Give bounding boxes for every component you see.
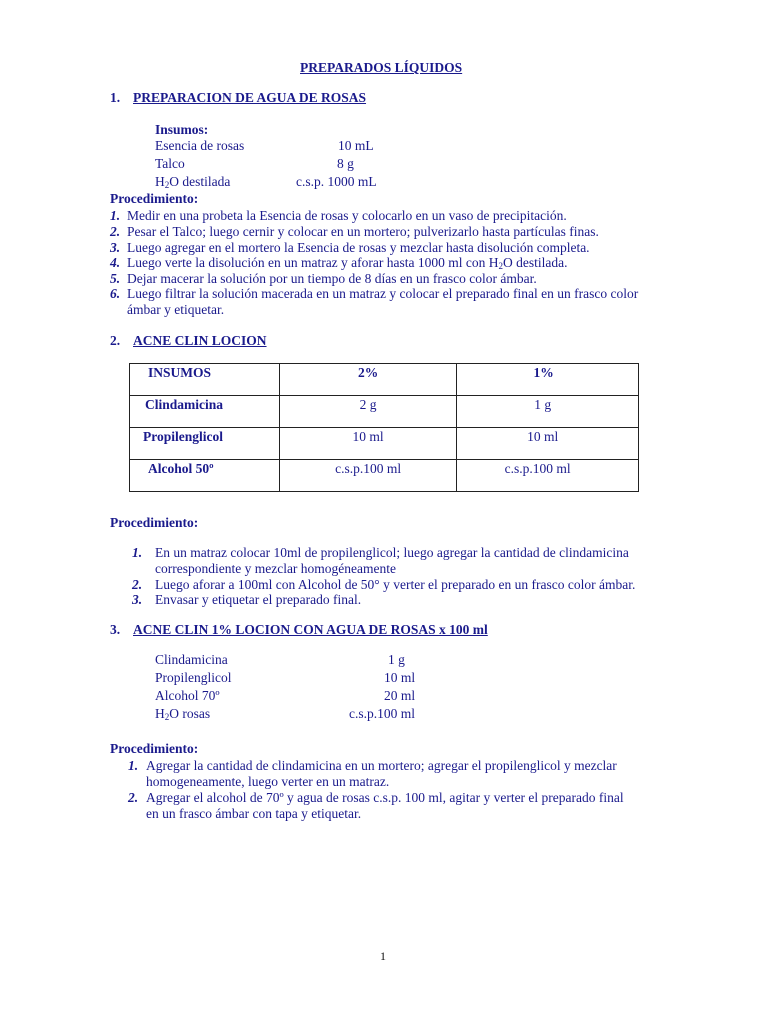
ingredient-qty: 10 mL (338, 138, 374, 153)
table-cell: Alcohol 50º (130, 460, 280, 492)
table-header-cell: 1% (457, 364, 639, 396)
step-text: en un frasco ámbar con tapa y etiquetar. (146, 805, 362, 821)
section1-procedimiento-label: Procedimiento: (110, 191, 199, 206)
table-cell: 2 g (279, 396, 457, 428)
table-row (130, 396, 639, 428)
table-cell: c.s.p.100 ml (457, 460, 639, 492)
section1-insumos-label: Insumos: (155, 122, 209, 137)
step-number: 1. (132, 545, 143, 560)
step-number: 2. (128, 790, 139, 805)
step-text: Medir en una probeta la Esencia de rosas y colocarlo en un vaso de precipitación. (127, 208, 567, 223)
table-cell: 10 ml (457, 428, 639, 460)
ingredient-qty: 10 ml (384, 670, 416, 685)
ingredient-name: Propilenglicol (155, 670, 232, 685)
ingredient-qty: c.s.p.100 ml (349, 706, 415, 721)
ingredient-name: $H_2O$ rosas (155, 706, 211, 722)
section3-number: 3. (110, 622, 121, 637)
step-number: 2. (110, 224, 121, 239)
section2-procedimiento-label: Procedimiento: (110, 515, 199, 530)
ingredient-name: Alcohol 70º (155, 688, 220, 703)
section3-procedimiento-label: Procedimiento: (110, 741, 199, 756)
table-header-row (130, 364, 639, 396)
step-text: Dejar macerar la solución por un tiempo de 8 días en un frasco color ámbar. (127, 271, 537, 286)
step-number: 5. (110, 271, 121, 286)
ingredient-qty: 8 g (337, 156, 354, 171)
step-text: homogeneamente, luego verter en un matraz. (146, 773, 390, 789)
step-text: correspondiente y mezclar homogéneamente (155, 561, 397, 576)
section2-number: 2. (110, 333, 121, 348)
step-text: Agregar el alcohol de 70º y agua de rosas c.s.p. 100 ml, agitar y verter el preparado final (146, 790, 624, 805)
ingredient-name: $H_2O$ destilada (155, 174, 231, 190)
step-number: 1. (128, 758, 139, 773)
table-cell: c.s.p.100 ml (279, 460, 457, 492)
table-row (130, 460, 639, 492)
step-text: Pesar el Talco; luego cernir y colocar en un mortero; pulverizarlo hasta partículas finas. (127, 224, 599, 239)
step-number: 1. (110, 208, 121, 223)
step-number: 2. (132, 577, 143, 592)
insumos-table (129, 363, 639, 492)
step-text: Luego aforar a 100ml con Alcohol de 50° y verter el preparado en un frasco color ámbar. (155, 577, 636, 592)
ingredient-qty: 1 g (388, 652, 405, 667)
table-cell: Clindamicina (130, 396, 280, 428)
section1-heading: PREPARACION DE AGUA DE ROSAS (133, 90, 367, 105)
step-number: 3. (110, 240, 121, 255)
ingredient-qty: c.s.p. 1000 mL (296, 174, 377, 189)
table-cell: 10 ml (279, 428, 457, 460)
table-header-cell: 2% (279, 364, 457, 396)
step-text: ámbar y etiquetar. (127, 301, 225, 317)
ingredient-name: Clindamicina (155, 652, 228, 667)
ingredient-name: Talco (155, 156, 185, 171)
step-text: Agregar la cantidad de clindamicina en un mortero; agregar el propilenglicol y mezclar (146, 758, 617, 773)
table-cell: 1 g (457, 396, 639, 428)
step-number: 4. (110, 255, 121, 270)
document-title: PREPARADOS LÍQUIDOS (300, 60, 463, 75)
section1-number: 1. (110, 90, 121, 105)
step-text: En un matraz colocar 10ml de propilenglicol; luego agregar la cantidad de clindamicina (155, 545, 629, 560)
section2-heading: ACNE CLIN LOCION (133, 333, 267, 348)
page-number: 1 (380, 949, 386, 963)
step-number: 6. (110, 286, 121, 301)
table-cell: Propilenglicol (130, 428, 280, 460)
table-row (130, 428, 639, 460)
section3-heading: ACNE CLIN 1% LOCION CON AGUA DE ROSAS x 100 ml (133, 622, 488, 637)
step-text: Luego verte la disolución en un matraz y aforar hasta 1000 ml con $H_2O$ destilada. (127, 255, 568, 271)
step-number: 3. (132, 592, 143, 607)
step-text: Luego filtrar la solución macerada en un matraz y colocar el preparado final en un frasco color (127, 286, 639, 301)
ingredient-name: Esencia de rosas (155, 138, 245, 153)
ingredient-qty: 20 ml (384, 688, 416, 703)
step-text: Envasar y etiquetar el preparado final. (155, 592, 362, 607)
table-header-cell: INSUMOS (130, 364, 280, 396)
step-text: Luego agregar en el mortero la Esencia de rosas y mezclar hasta disolución completa. (127, 240, 590, 255)
